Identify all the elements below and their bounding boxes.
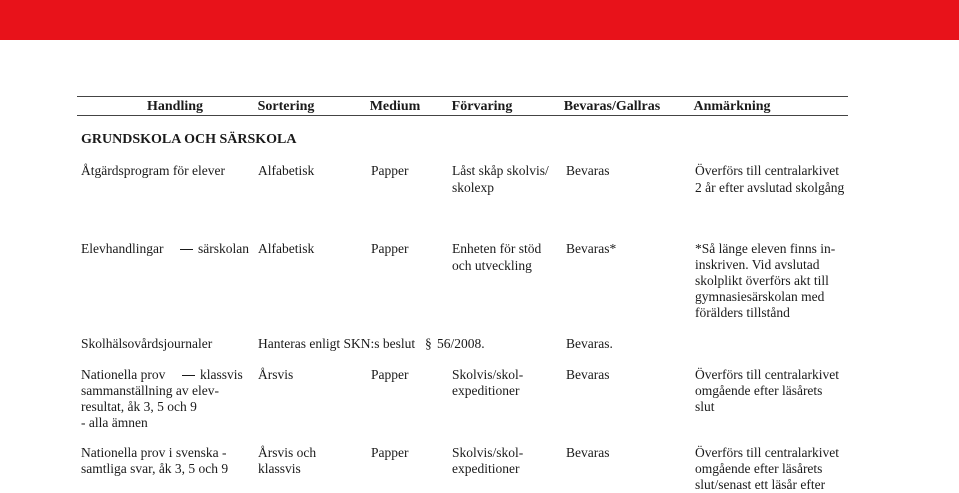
header-handling: Handling [146,99,204,114]
header-top-rule [77,96,848,97]
cell-forvaring-line: Skolvis/skol- [452,367,524,382]
cell-bevaras: Bevaras [566,367,610,382]
cell-medium: Papper [371,367,409,382]
cell-anmarkning-line: omgående efter läsårets [695,461,823,476]
em-dash [182,375,195,376]
header-bottom-rule [77,115,848,116]
cell-handling: Skolhälsovårdsjournaler [81,336,213,351]
em-dash [180,249,193,250]
cell-forvaring-line: expeditioner [452,461,520,476]
header-sortering: Sortering [257,99,315,114]
cell-anmarkning-line: gymnasiesärskolan med [695,289,825,304]
cell-sortering: Alfabetisk [258,163,315,178]
cell-anmarkning-line: Överförs till centralarkivet [695,163,839,178]
cell-handling-line: Nationella prov i svenska - [81,445,227,460]
cell-handling-part: Nationella prov [81,367,166,382]
cell-bevaras: Bevaras [566,445,610,460]
cell-forvaring-line: expeditioner [452,383,520,398]
cell-forvaring-line: skolexp [452,180,494,195]
cell-handling-line: resultat, åk 3, 5 och 9 [81,399,197,414]
section-sign: § [425,336,432,351]
cell-handling: Åtgärdsprogram för elever [81,163,225,178]
cell-sortering: Årsvis [258,367,294,382]
cell-handling-part: Elevhandlingar [81,241,164,256]
cell-anmarkning-line: Överförs till centralarkivet [695,367,839,382]
cell-medium: Papper [371,445,409,460]
header-medium: Medium [369,99,421,114]
cell-anmarkning-line: förälders tillstånd [695,305,790,320]
cell-medium: Papper [371,241,409,256]
cell-sortering-part: 56/2008. [437,336,485,351]
cell-handling-part: särskolan [198,241,249,256]
section-title: GRUNDSKOLA OCH SÄRSKOLA [81,132,297,147]
cell-handling-line: - alla ämnen [81,415,148,430]
header-bevaras-gallras: Bevaras/Gallras [563,99,661,114]
cell-anmarkning-line: 2 år efter avslutad skolgång [695,180,845,195]
cell-anmarkning-line: omgående efter läsårets [695,383,823,398]
top-red-bar [0,0,959,40]
cell-sortering-line: Årsvis och [258,445,317,460]
cell-anmarkning-line: slut/senast ett läsår efter [695,477,826,492]
header-forvaring: Förvaring [451,99,513,114]
header-anmarkning: Anmärkning [693,99,771,114]
cell-sortering: Alfabetisk [258,241,315,256]
cell-forvaring-line: Skolvis/skol- [452,445,524,460]
cell-sortering-line: klassvis [258,461,301,476]
cell-sortering-part: Hanteras enligt SKN:s beslut [258,336,416,351]
cell-anmarkning-line: inskriven. Vid avslutad [695,257,820,272]
cell-forvaring-line: Låst skåp skolvis/ [452,163,549,178]
cell-anmarkning-line: slut [695,399,715,414]
cell-anmarkning-line: *Så länge eleven finns in- [695,241,836,256]
cell-bevaras: Bevaras. [566,336,613,351]
cell-handling-part: klassvis [200,367,243,382]
cell-bevaras: Bevaras* [566,241,617,256]
cell-handling-line: samtliga svar, åk 3, 5 och 9 [81,461,229,476]
cell-medium: Papper [371,163,409,178]
cell-forvaring-line: och utveckling [452,258,532,273]
cell-anmarkning-line: skolplikt överförs akt till [695,273,829,288]
cell-forvaring-line: Enheten för stöd [452,241,542,256]
cell-anmarkning-line: Överförs till centralarkivet [695,445,839,460]
cell-bevaras: Bevaras [566,163,610,178]
cell-handling-line: sammanställning av elev- [81,383,219,398]
